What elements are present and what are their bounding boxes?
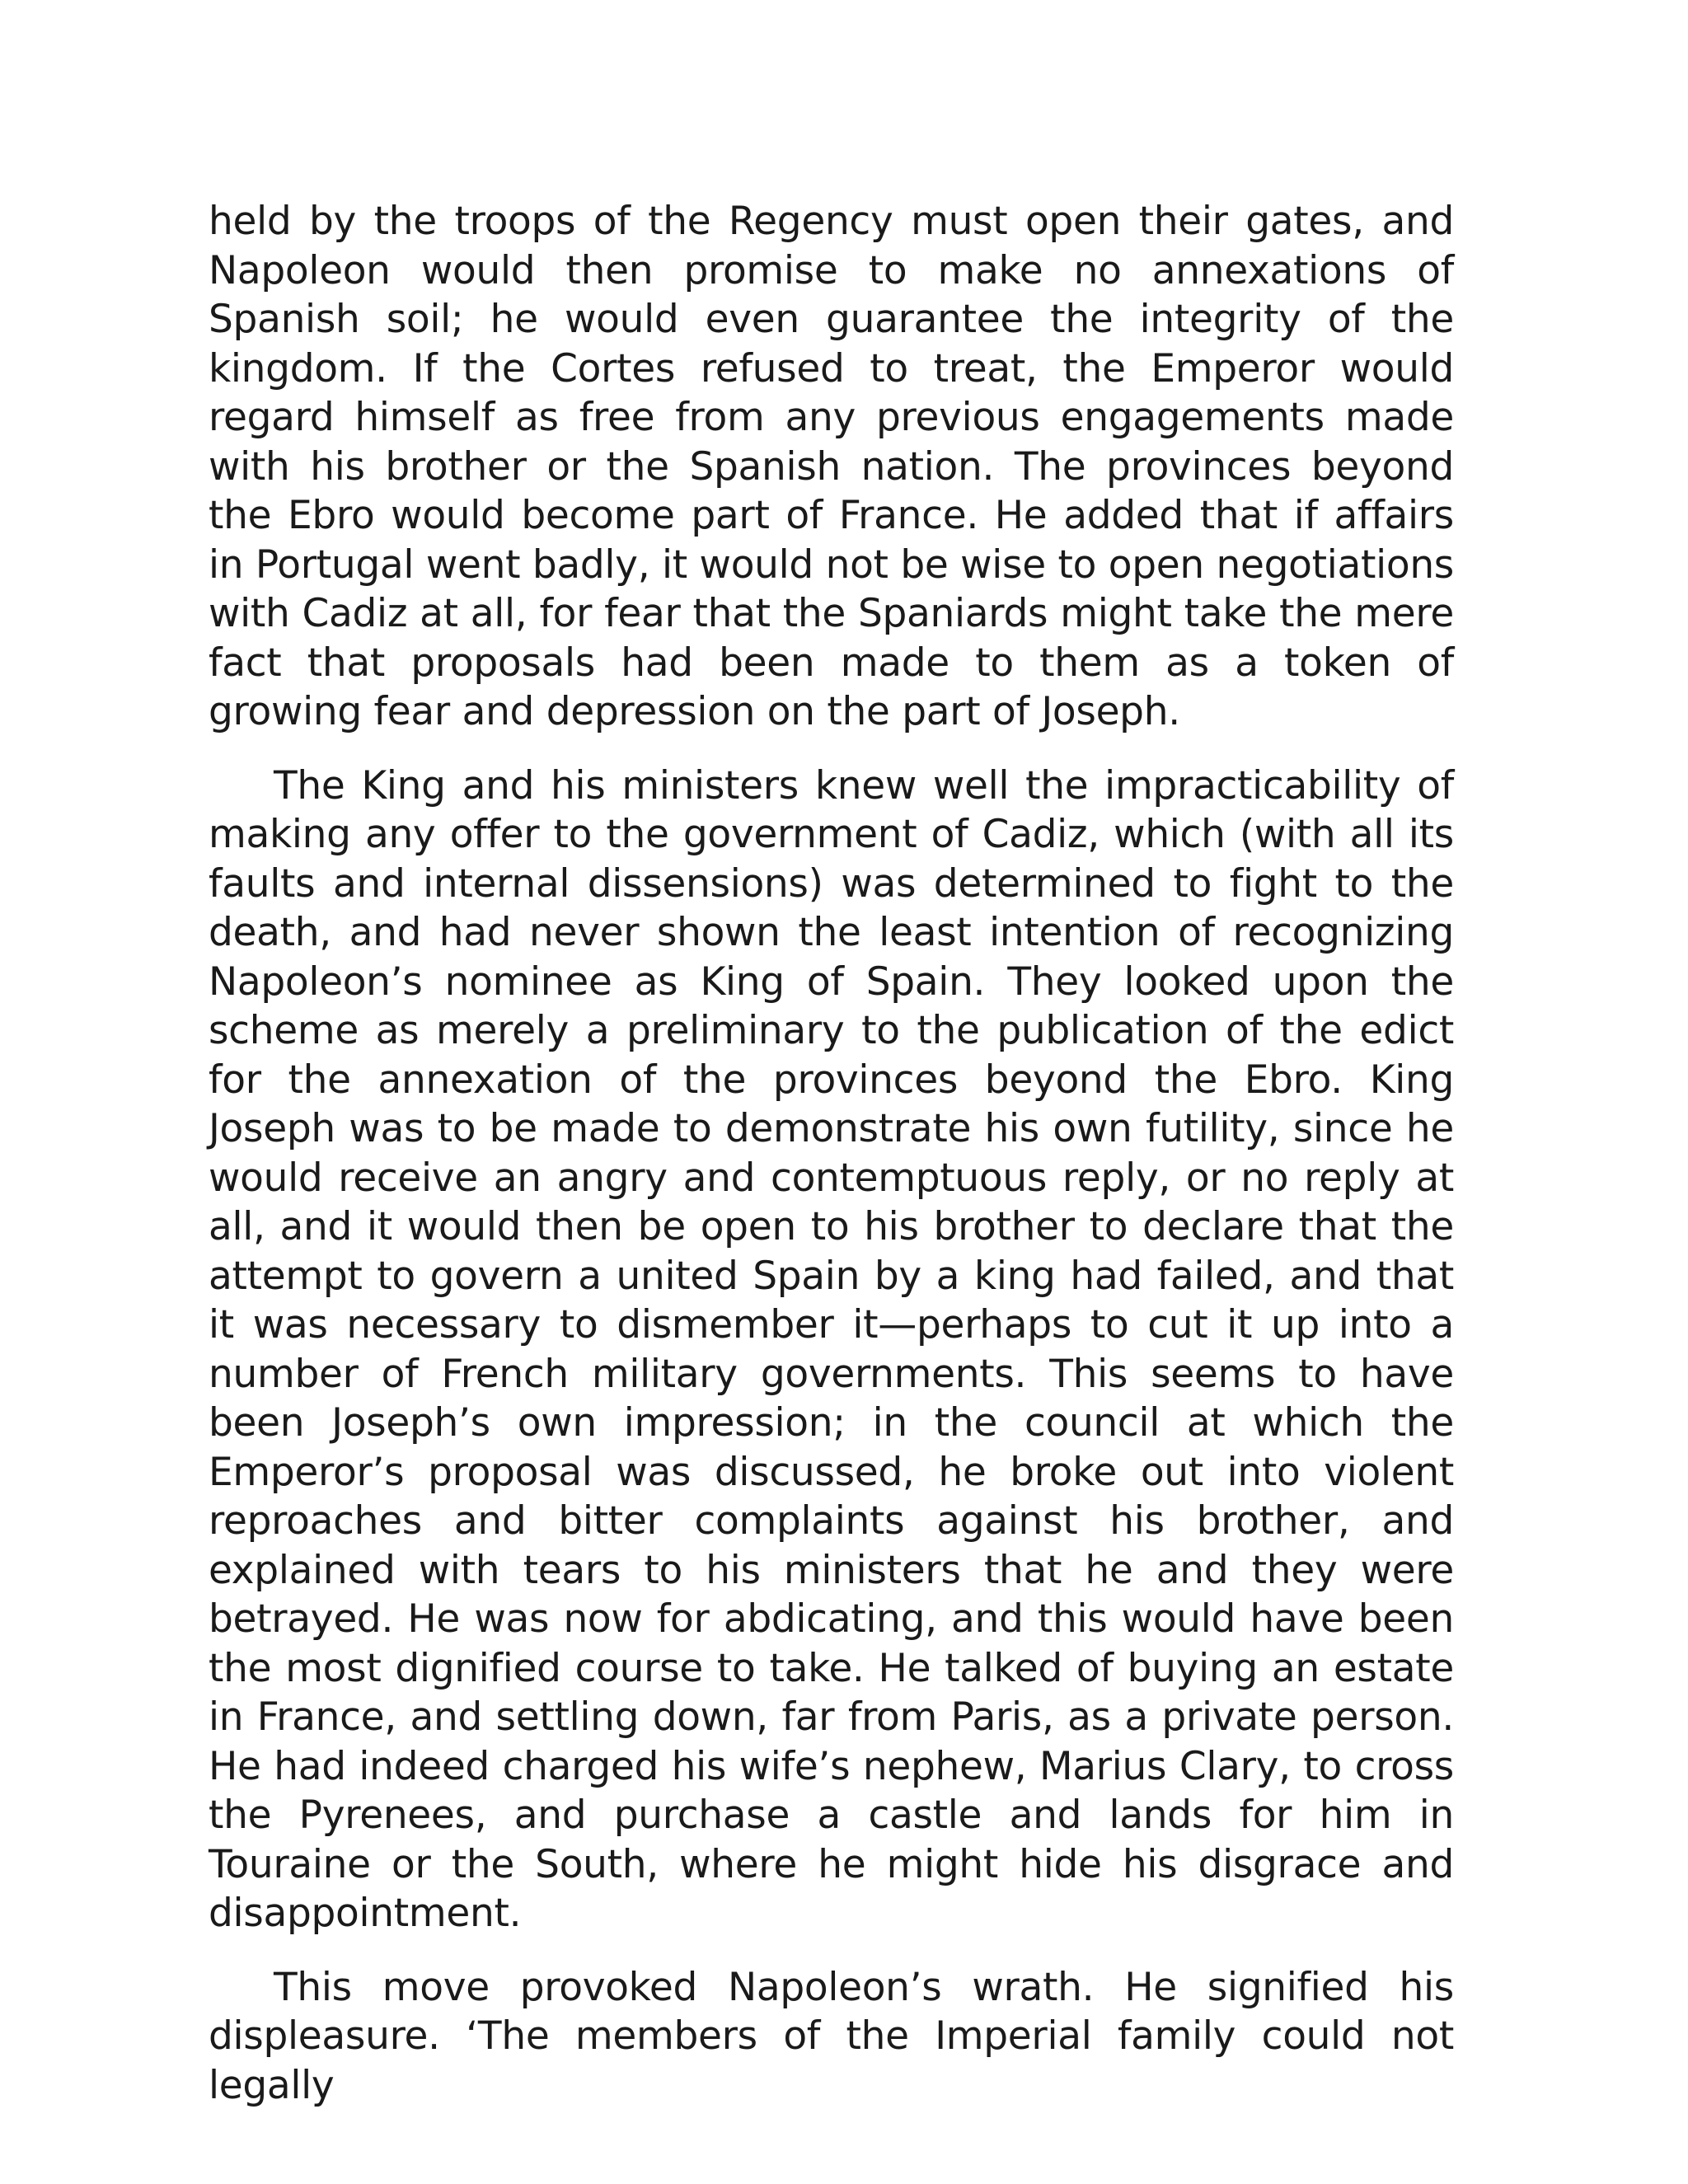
paragraph-3: This move provoked Napoleon’s wrath. He signified his displeasure. ‘The members of the Imperial family could not legally: [209, 1964, 1454, 2108]
page-body: [209, 197, 1454, 2135]
paragraph-2: The King and his ministers knew well the impracticability of making any offer to the government of Cadiz, which (with all its faults and internal dissensions) was determined to fight to the death, and had never shown the least intention of recognizing Napoleon’s nominee as King of Spain. They looked upon the scheme as merely a preliminary to the publication of the edict for the annexation of the provinces beyond the Ebro. King Joseph was to be made to demonstrate his own futility, since he would receive an angry and contemptuous reply, or no reply at all, and it would then be open to his brother to declare that the attempt to govern a united Spain by a king had failed, and that it was necessary to dismember it—perhaps to cut it up into a number of French military governments. This seems to have been Joseph’s own impression; in the council at which the Emperor’s proposal was discussed, he broke out into violent reproaches and bitter complaints against his brother, and explained with tears to his ministers that he and they were betrayed. He was now for abdicating, and this would have been the most dignified course to take. He talked of buying an estate in France, and settling down, far from Paris, as a private person. He had indeed charged his wife’s nephew, Marius Clary, to cross the Pyrenees, and purchase a castle and lands for him in Touraine or the South, where he might hide his disgrace and disappointment.: [209, 762, 1454, 1936]
paragraph-1: held by the troops of the Regency must open their gates, and Napoleon would then promise to make no annexations of Spanish soil; he would even guarantee the integrity of the kingdom. If the Cortes refused to treat, the Emperor would regard himself as free from any previous engagements made with his brother or the Spanish nation. The provinces beyond the Ebro would become part of France. He added that if affairs in Portugal went badly, it would not be wise to open negotiations with Cadiz at all, for fear that the Spaniards might take the mere fact that proposals had been made to them as a token of growing fear and depression on the part of Joseph.: [209, 199, 1454, 734]
